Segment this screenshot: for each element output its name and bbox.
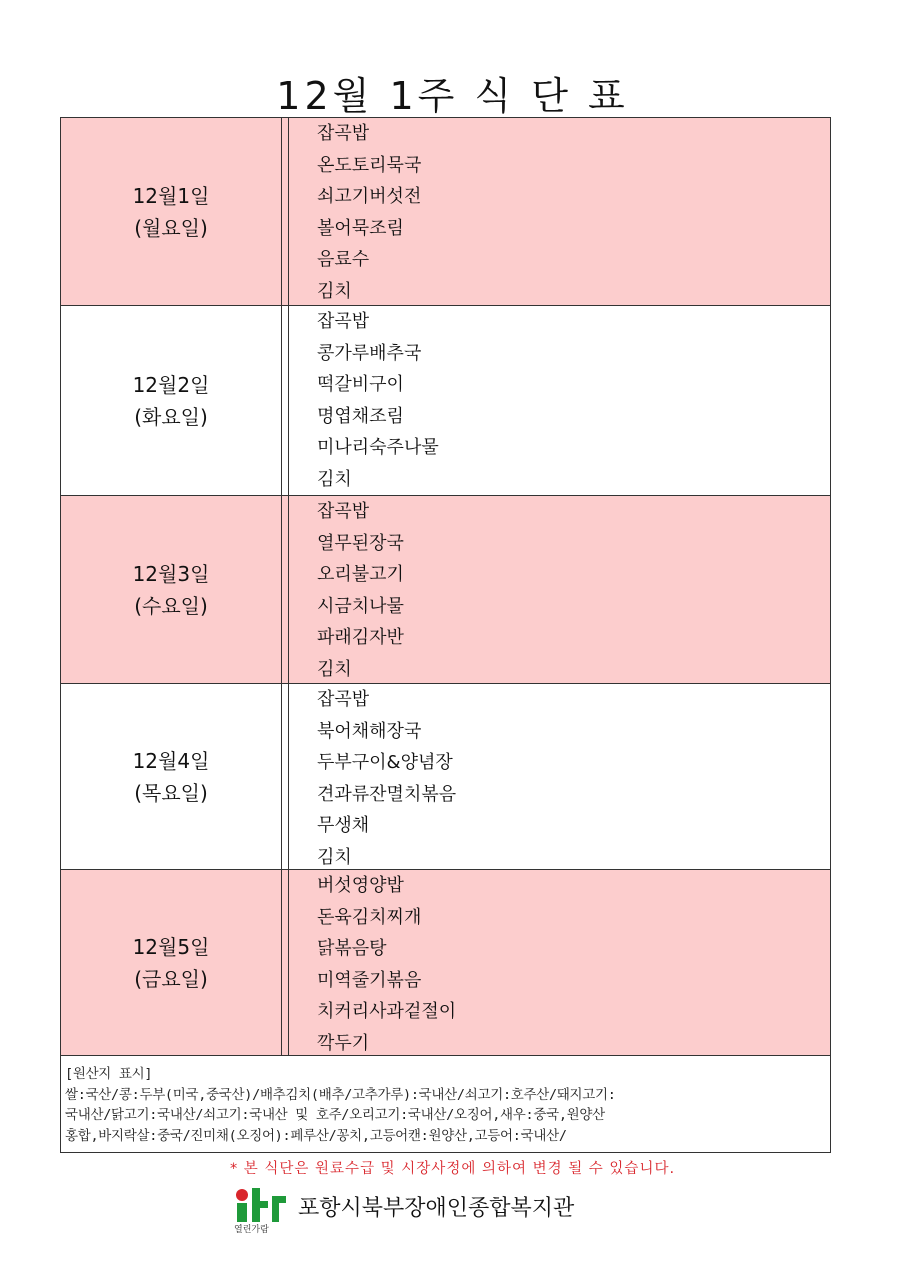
day-weekday: (월요일) — [134, 215, 208, 240]
menu-item: 김치 — [317, 658, 352, 680]
page-title: 12월 1주 식 단 표 — [276, 74, 629, 118]
column-divider — [281, 118, 289, 305]
menu-item: 김치 — [317, 468, 352, 490]
origin-notice — [61, 1056, 830, 1152]
menu-item: 잡곡밥 — [317, 689, 370, 710]
day-date: 12월1일 — [132, 183, 210, 208]
column-divider — [281, 306, 289, 495]
menu-item: 치커리사과겉절이 — [317, 1001, 457, 1022]
menu-item: 미나리숙주나물 — [317, 437, 439, 458]
day-date: 12월5일 — [132, 934, 210, 959]
menu-item: 버섯영양밥 — [317, 875, 404, 896]
menu-item: 콩가루배추국 — [317, 342, 422, 364]
day-label — [61, 118, 281, 305]
menu-item: 무생채 — [317, 815, 370, 836]
origin-line: 홍합,바지락살:중국/진미채(오징어):페루산/꽁치,고등어캔:원양산,고등어:국내산/ — [65, 1127, 567, 1144]
menu-item: 음료수 — [317, 249, 370, 270]
menu-list — [289, 306, 439, 495]
origin-line: 쌀:국산/콩:두부(미국,중국산)/배추김치(배추/고추가루):국내산/쇠고기:호주산/돼지고기: — [65, 1086, 616, 1103]
logo-glyph-icon — [234, 1186, 292, 1222]
day-row-thu — [61, 684, 830, 870]
menu-item: 두부구이&양념장 — [317, 752, 453, 773]
menu-item: 볼어묵조림 — [317, 217, 404, 239]
day-row-tue — [61, 306, 830, 496]
menu-item: 북어채해장국 — [317, 720, 422, 742]
origin-heading: [원산지 표시] — [65, 1066, 153, 1082]
menu-item: 파래김자반 — [317, 627, 404, 648]
menu-list — [289, 496, 404, 683]
menu-item: 온도토리묵국 — [317, 154, 422, 176]
day-weekday: (목요일) — [134, 780, 208, 805]
menu-item: 견과류잔멸치볶음 — [317, 783, 457, 805]
day-row-wed — [61, 496, 830, 684]
logo-subtext: 열린가람 — [234, 1225, 269, 1235]
day-date: 12월2일 — [132, 372, 210, 397]
menu-item: 명엽채조림 — [317, 405, 404, 427]
organization-name: 포항시북부장애인종합복지관 — [298, 1196, 575, 1221]
menu-item: 깍두기 — [317, 1032, 370, 1054]
origin-line: 국내산/닭고기:국내산/쇠고기:국내산 및 호주/오리고기:국내산/오징어,새우:중국,원양산 — [65, 1107, 605, 1123]
day-label — [61, 306, 281, 495]
menu-list — [289, 684, 456, 869]
menu-item: 미역줄기볶음 — [317, 969, 422, 991]
menu-table — [60, 117, 831, 1153]
organization-logo — [234, 1186, 574, 1236]
column-divider — [281, 496, 289, 683]
menu-item: 시금치나물 — [317, 595, 404, 617]
menu-item: 김치 — [317, 280, 352, 302]
menu-list — [289, 870, 456, 1055]
menu-item: 잡곡밥 — [317, 123, 370, 144]
day-weekday: (수요일) — [134, 593, 208, 618]
menu-item: 김치 — [317, 846, 352, 868]
day-label — [61, 496, 281, 683]
menu-item: 잡곡밥 — [317, 501, 370, 522]
day-date: 12월4일 — [132, 748, 210, 773]
day-date: 12월3일 — [132, 561, 210, 586]
menu-item: 쇠고기버섯전 — [317, 186, 422, 207]
column-divider — [281, 684, 289, 869]
day-label — [61, 684, 281, 869]
menu-item: 잡곡밥 — [317, 311, 370, 332]
menu-item: 떡갈비구이 — [317, 374, 404, 395]
menu-item: 돈육김치찌개 — [317, 906, 422, 928]
change-notice: * 본 식단은 원료수급 및 시장사정에 의하여 변경 될 수 있습니다. — [229, 1161, 676, 1177]
menu-item: 열무된장국 — [317, 532, 404, 554]
day-weekday: (금요일) — [134, 966, 208, 991]
logo-mark-icon — [234, 1186, 292, 1236]
column-divider — [281, 870, 289, 1055]
day-weekday: (화요일) — [134, 404, 208, 429]
menu-item: 오리불고기 — [317, 564, 404, 585]
menu-item: 닭볶음탕 — [317, 938, 387, 959]
day-label — [61, 870, 281, 1055]
menu-list — [289, 118, 421, 305]
day-row-mon — [61, 118, 830, 306]
day-row-fri — [61, 870, 830, 1056]
